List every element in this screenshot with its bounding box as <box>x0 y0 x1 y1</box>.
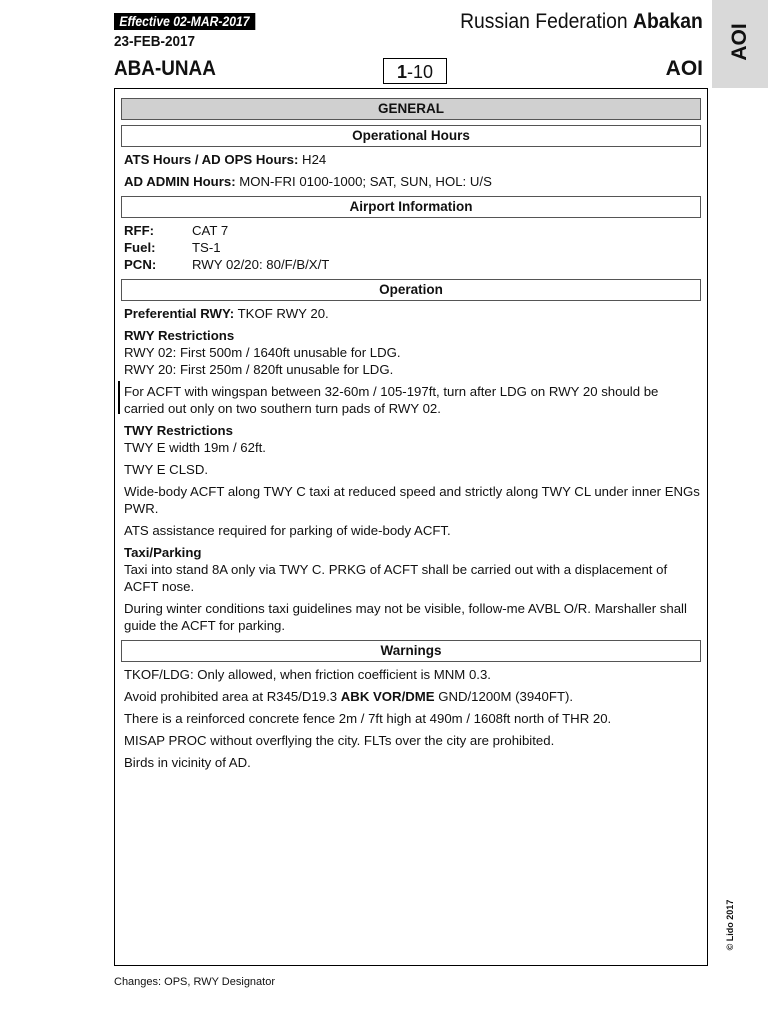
effective-date-banner: Effective 02-MAR-2017 <box>114 13 255 30</box>
operational-hours-header: Operational Hours <box>121 125 701 147</box>
ats-hours <box>124 151 701 168</box>
ats-hours-value: H24 <box>298 152 327 167</box>
pcn-label: PCN: <box>124 257 157 272</box>
stand-8a: Taxi into stand 8A only via TWY C. PRKG of ACFT shall be carried out with a displacement of ACFT nose. <box>124 562 668 594</box>
rff-label: RFF: <box>124 223 155 238</box>
ats-assistance: ATS assistance required for parking of wide-body ACFT. <box>124 523 451 538</box>
preferential-rwy-value: TKOF RWY 20. <box>234 306 329 321</box>
warning-friction: TKOF/LDG: Only allowed, when friction coefficient is MNM 0.3. <box>124 667 491 682</box>
fuel-row <box>124 239 701 256</box>
operation-header: Operation <box>121 279 701 301</box>
copyright: © Lido 2017 <box>725 899 735 951</box>
twy-e-closed: TWY E CLSD. <box>124 462 209 477</box>
airport-location <box>460 10 703 34</box>
warning-prohibited-area-text: Avoid prohibited area at R345/D19.3 <box>124 689 341 704</box>
admin-hours-label: AD ADMIN Hours: <box>124 174 236 189</box>
admin-hours <box>124 173 701 190</box>
pcn-value: RWY 02/20: 80/F/B/X/T <box>192 257 330 272</box>
fuel-value: TS-1 <box>192 240 221 255</box>
change-bar <box>118 381 120 414</box>
location-city: Abakan <box>633 10 703 33</box>
page-content <box>121 98 701 771</box>
warning-misap: MISAP PROC without overflying the city. FLTs over the city are prohibited. <box>124 733 555 748</box>
winter-conditions: During winter conditions taxi guidelines may not be visible, follow-me AVBL O/R. Marshaller shall guide the ACFT for parking. <box>124 601 687 633</box>
rwy02-restriction: RWY 02: First 500m / 1640ft unusable for LDG. <box>124 345 401 360</box>
section-tab-label: AOI <box>728 23 751 61</box>
issue-date: 23-FEB-2017 <box>114 33 196 50</box>
warning-prohibited-area <box>124 688 701 705</box>
twy-restrictions-title: TWY Restrictions <box>124 423 233 438</box>
warning-prohibited-area-alt: GND/1200M (3940FT). <box>434 689 574 704</box>
twy-e-width: TWY E width 19m / 62ft. <box>124 440 266 455</box>
preferential-rwy <box>124 305 701 322</box>
admin-hours-value: MON-FRI 0100-1000; SAT, SUN, HOL: U/S <box>235 174 492 189</box>
general-header: GENERAL <box>121 98 701 120</box>
section-code: AOI <box>665 57 703 80</box>
taxi-parking-title: Taxi/Parking <box>124 545 202 560</box>
page-major: 1 <box>396 62 407 82</box>
warning-vor-dme: ABK VOR/DME <box>340 689 435 704</box>
changes-note: Changes: OPS, RWY Designator <box>114 976 276 988</box>
warning-fence: There is a reinforced concrete fence 2m / 7ft high at 490m / 1608ft north of THR 20. <box>124 711 612 726</box>
location-country: Russian Federation <box>460 10 628 33</box>
pcn-row <box>124 256 701 273</box>
ats-hours-label: ATS Hours / AD OPS Hours: <box>124 152 299 167</box>
page-minor: -10 <box>407 62 434 82</box>
preferential-rwy-label: Preferential RWY: <box>124 306 235 321</box>
rwy20-restriction: RWY 20: First 250m / 820ft unusable for LDG. <box>124 362 394 377</box>
airport-code: ABA-UNAA <box>114 57 216 80</box>
rff-value: CAT 7 <box>192 223 229 238</box>
airport-information-header: Airport Information <box>121 196 701 218</box>
page-number <box>383 58 447 84</box>
fuel-label: Fuel: <box>124 240 156 255</box>
warnings-header: Warnings <box>121 640 701 662</box>
twy-c-widebody: Wide-body ACFT along TWY C taxi at reduced speed and strictly along TWY CL under inner ENGs PWR. <box>124 484 700 516</box>
warning-birds: Birds in vicinity of AD. <box>124 755 251 770</box>
wingspan-restriction: For ACFT with wingspan between 32-60m / 105-197ft, turn after LDG on RWY 20 should be carried out only on two southern turn pads of RWY 02. <box>124 384 659 416</box>
rff-row <box>124 222 701 239</box>
rwy-restrictions-title: RWY Restrictions <box>124 328 235 343</box>
